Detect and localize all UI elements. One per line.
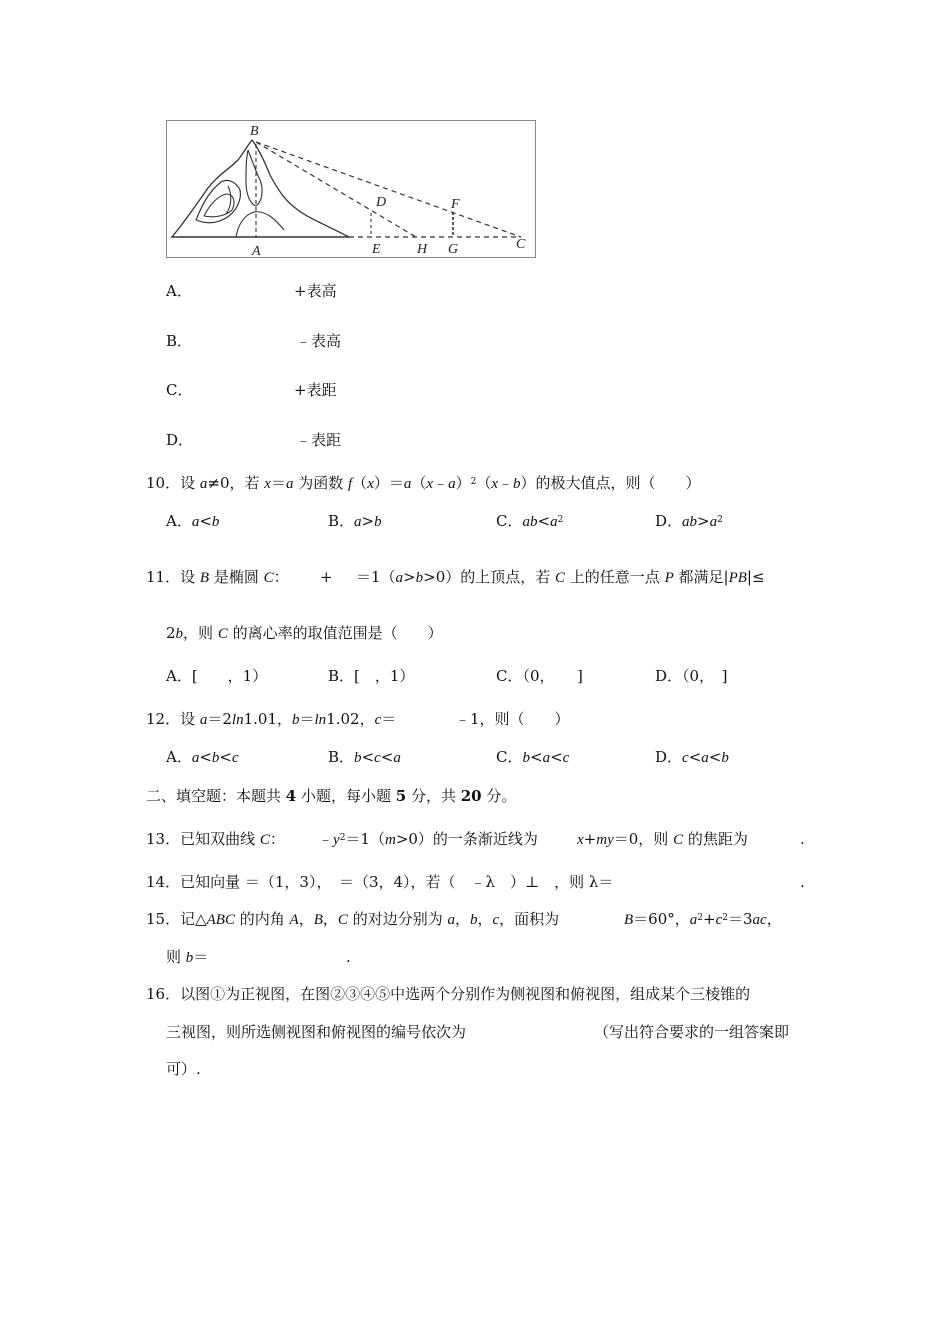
label-B: B xyxy=(250,124,259,139)
q12-option-d: D．c<a<b xyxy=(655,748,729,766)
q12-option-b: B．b<c<a xyxy=(328,748,401,766)
question-13-stem-part2: $﹣y^2=1(m>0)$的一条渐近线为 xyxy=(318,830,538,848)
q9-option-d-text: ﹣表距 xyxy=(296,431,342,449)
question-11-plus: + xyxy=(320,568,333,586)
question-11-stem-line2: 2b，则 C 的离心率的取值范围是（ ） xyxy=(166,624,443,642)
q9-option-d-letter: D． xyxy=(166,431,194,449)
label-D: D xyxy=(376,195,387,210)
question-11-stem-part1: 11．设 B 是椭圆 C： xyxy=(146,568,289,586)
q10-option-c: C．$ab<a^2$ xyxy=(496,512,564,530)
question-10-stem: 10．设 a≠0，若 x＝a 为函数 f（x）＝a（x﹣a）$^2$（x﹣b）的极大值点，则（ ） xyxy=(146,474,701,492)
question-14-stem: 14．已知向量 ＝（1，3）， ＝（3，4），若（ ﹣λ ）⊥ ，则 λ＝ xyxy=(146,873,614,891)
question-16-stem-line1: 16．以图①为正视图，在图②③④⑤中选两个分别作为侧视图和俯视图，组成某个三棱锥的 xyxy=(146,985,751,1003)
question-13-stem-part3: x+my＝0，则 C 的焦距为 xyxy=(577,830,748,848)
question-16-stem-line2a: 三视图，则所选侧视图和俯视图的编号依次为 xyxy=(166,1023,467,1041)
section-2-heading: 二、填空题：本题共 4 小题，每小题 5 分，共 20 分。 xyxy=(146,787,517,805)
question-11-stem-part2: ＝1（a>b>0）的上顶点，若 C 上的任意一点 P 都满足|PB|≤ xyxy=(356,568,765,586)
question-16-stem-line2b: （写出符合要求的一组答案即 xyxy=(594,1023,790,1041)
q9-option-c-text: +表距 xyxy=(294,381,337,399)
q10-option-d: D．$ab>a^2$ xyxy=(655,512,723,530)
question-15-stem-part1: 15．记△ABC 的内角 A，B，C 的对边分别为 a，b，c，面积为 xyxy=(146,910,560,928)
q10-option-a: A．a<b xyxy=(166,512,220,530)
q9-option-b-letter: B． xyxy=(166,332,193,350)
q11-option-a: A．[ ，1） xyxy=(166,667,268,685)
label-F: F xyxy=(451,197,460,212)
question-15-stem-part2: B＝60°，$a^2+c^2=3ac$， xyxy=(624,910,782,928)
question-13-end: . xyxy=(800,830,805,848)
question-14-end: . xyxy=(800,873,805,891)
q9-option-a-letter: A． xyxy=(166,282,192,300)
q11-option-c: C．（0， ] xyxy=(496,667,583,685)
q9-option-a-text: +表高 xyxy=(294,282,337,300)
q9-option-c-letter: C． xyxy=(166,381,193,399)
question-12-stem-part2: ﹣1，则（ ） xyxy=(455,710,570,728)
question-15-end: . xyxy=(346,948,351,966)
mountain-measurement-figure xyxy=(166,120,536,258)
question-15-stem-line2: 则 b＝ xyxy=(166,948,209,966)
q12-option-c: C．b<a<c xyxy=(496,748,570,766)
q9-option-b-text: ﹣表高 xyxy=(296,332,342,350)
label-G: G xyxy=(448,242,459,257)
q11-option-b: B．[ ，1） xyxy=(328,667,415,685)
label-E: E xyxy=(372,242,381,257)
label-H: H xyxy=(417,242,428,257)
question-16-stem-line3: 可）. xyxy=(166,1060,201,1078)
label-A: A xyxy=(252,244,261,258)
label-C: C xyxy=(516,237,526,252)
q11-option-d: D．（0， ] xyxy=(655,667,728,685)
q10-option-b: B．a>b xyxy=(328,512,382,530)
q12-option-a: A．a<b<c xyxy=(166,748,239,766)
question-12-stem-part1: 12．设 a＝2ln1.01，b＝ln1.02，c＝ xyxy=(146,710,397,728)
question-13-stem-part1: 13．已知双曲线 C： xyxy=(146,830,285,848)
